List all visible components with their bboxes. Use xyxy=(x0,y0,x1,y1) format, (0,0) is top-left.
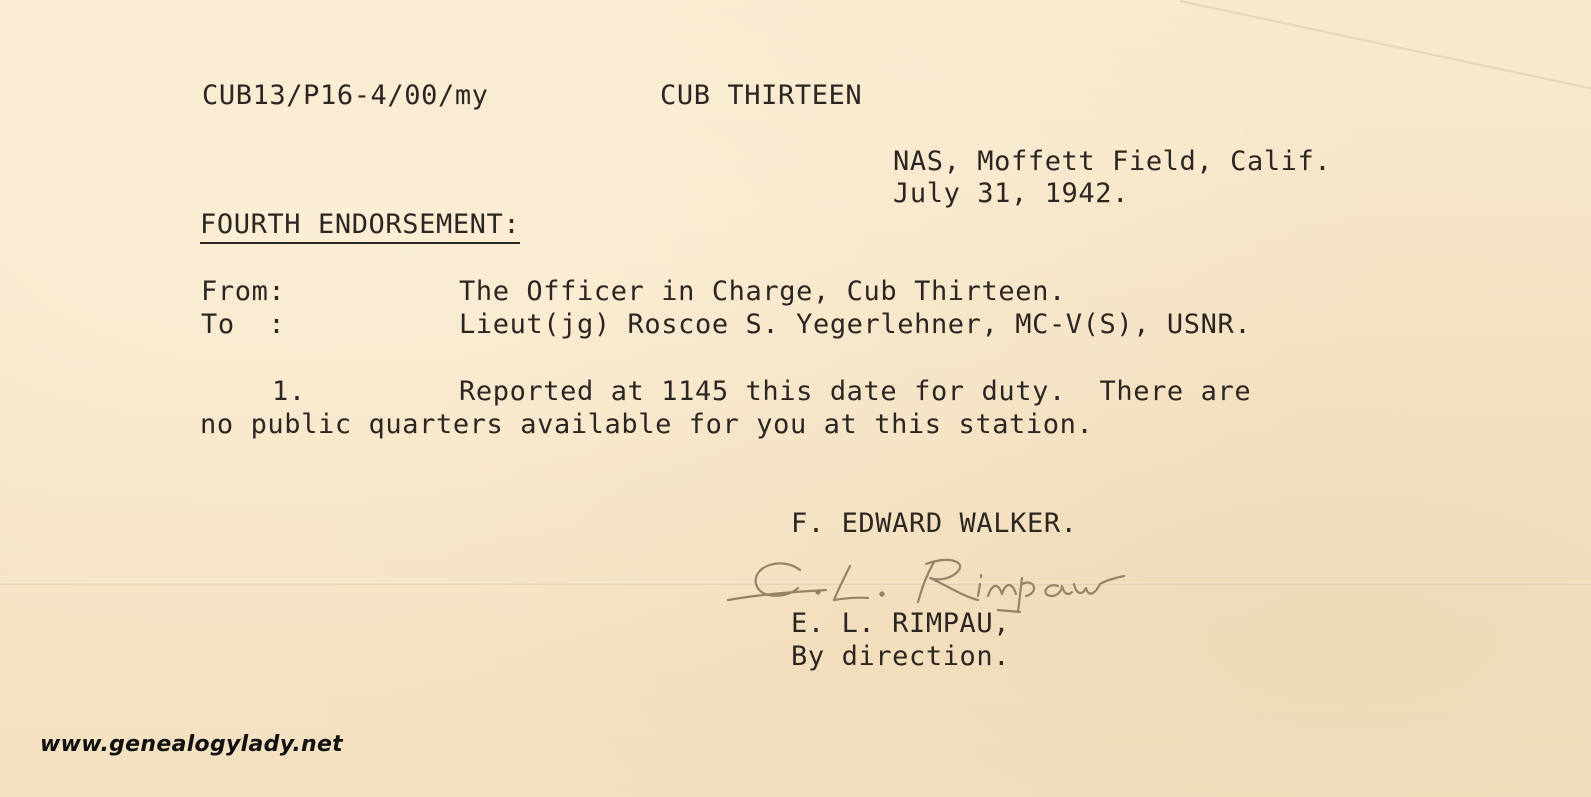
authority-line: By direction. xyxy=(791,641,1011,672)
watermark-text: www.genealogylady.net xyxy=(40,732,343,757)
date-line: July 31, 1942. xyxy=(893,178,1129,209)
officer-name: F. EDWARD WALKER. xyxy=(791,508,1078,539)
body-line-2: no public quarters available for you at this station. xyxy=(200,409,1094,440)
to-value: Lieut(jg) Roscoe S. Yegerlehner, MC-V(S), USNR. xyxy=(459,309,1252,340)
endorsement-title: FOURTH ENDORSEMENT: xyxy=(200,209,520,244)
from-value: The Officer in Charge, Cub Thirteen. xyxy=(459,276,1066,307)
signer-name: E. L. RIMPAU, xyxy=(791,608,1011,639)
from-label: From: xyxy=(201,276,286,307)
body-line-1: Reported at 1145 this date for duty. There are xyxy=(459,376,1252,407)
to-label: To : xyxy=(201,309,286,340)
unit-name: CUB THIRTEEN xyxy=(660,80,863,111)
reference-code: CUB13/P16-4/00/my xyxy=(202,80,489,111)
paragraph-number: 1. xyxy=(272,376,306,407)
location-line: NAS, Moffett Field, Calif. xyxy=(893,146,1332,177)
paper-crease xyxy=(1180,0,1591,110)
